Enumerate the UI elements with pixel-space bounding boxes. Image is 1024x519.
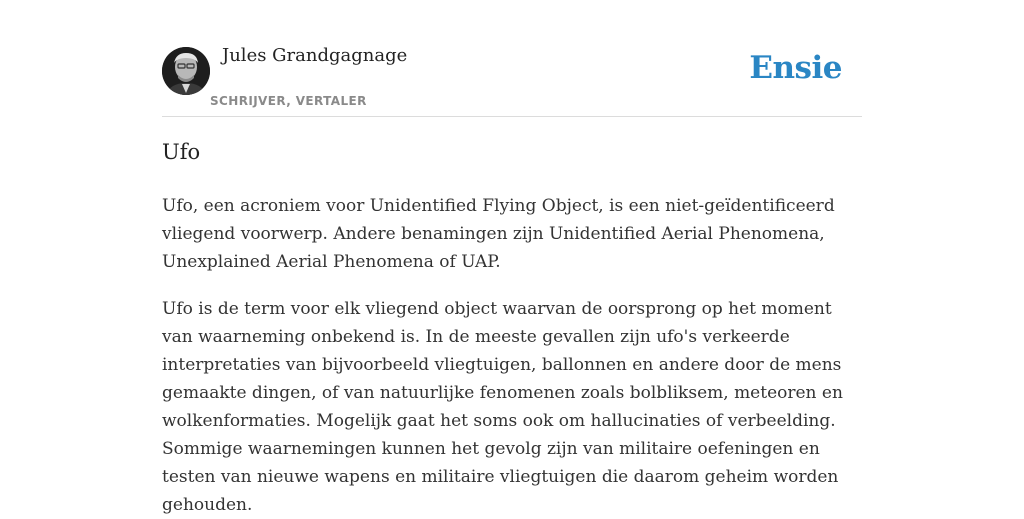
ensie-logo[interactable]: Ensie — [749, 50, 842, 86]
author-header — [162, 0, 862, 117]
article-paragraph-2: Ufo is de term voor elk vliegend object waarvan de oorsprong op het moment van waarneming onbekend is. In de meeste gevallen zijn ufo's verkeerde interpretaties van bijvoorbeeld vliegtuigen, ballonnen en andere door de mens gemaakte dingen, of van natuurlijke fenomenen zoals bolbliksem, meteoren en wolkenformaties. Mogelijk gaat het soms ook om hallucinaties of verbeelding. Sommige waarnemingen kunnen het gevolg zijn van militaire oefeningen en testen van nieuwe wapens en militaire vliegtuigen die daarom geheim worden gehouden. — [162, 299, 843, 515]
article-page — [162, 0, 862, 515]
article-paragraph-1: Ufo, een acroniem voor Unidentified Flying Object, is een niet-geïdentificeerd vliegend voorwerp. Andere benamingen zijn Unidentified Aerial Phenomena, Unexplained Aerial Phenomena of UAP. — [162, 196, 835, 272]
article-title: Ufo — [162, 140, 201, 164]
author-avatar[interactable] — [162, 47, 210, 95]
author-role: SCHRIJVER, VERTALER — [210, 94, 367, 108]
author-name[interactable]: Jules Grandgagnage — [222, 45, 408, 66]
author-portrait-icon — [162, 47, 210, 95]
